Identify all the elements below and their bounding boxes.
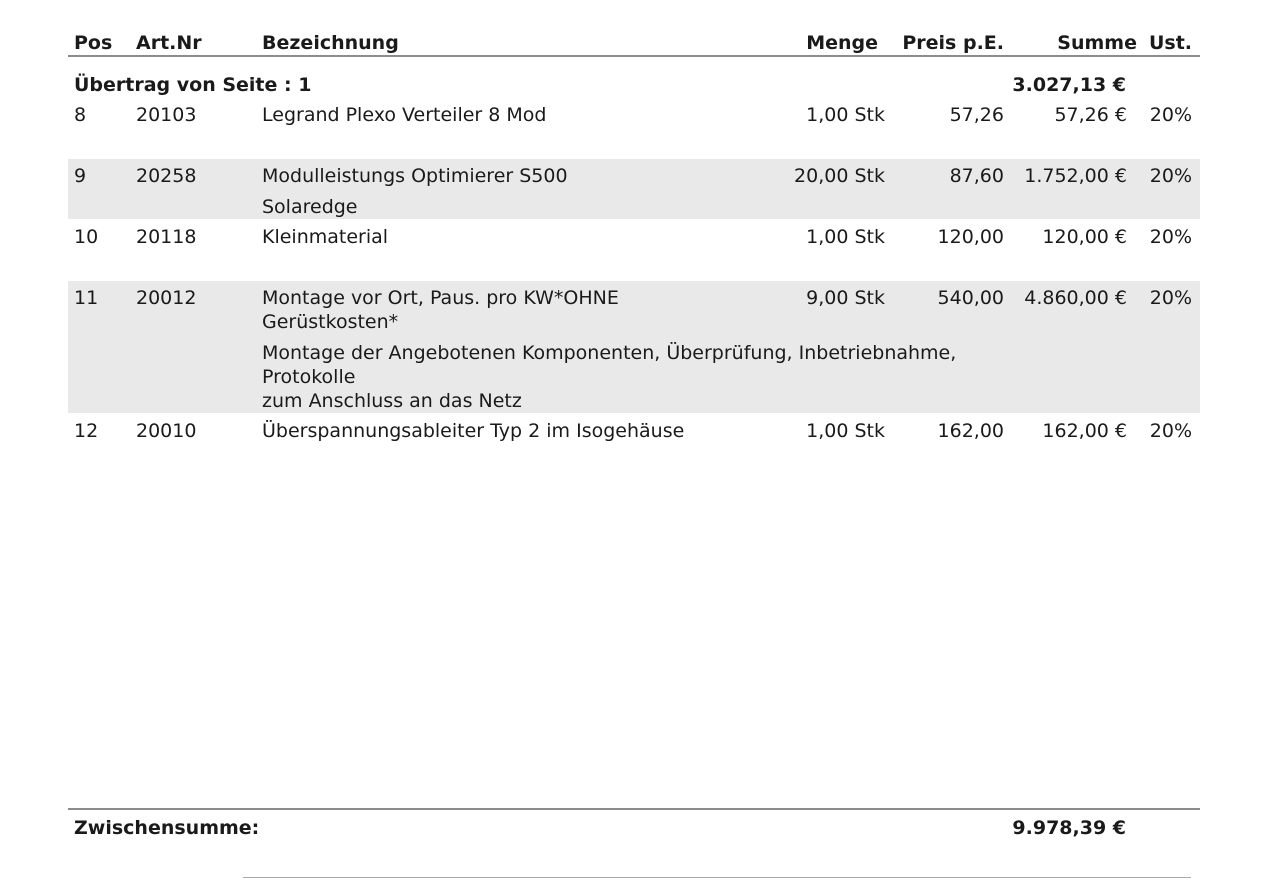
row-pos: 8	[74, 104, 87, 126]
row-pos: 11	[74, 287, 99, 309]
row-artnr: 20103	[136, 104, 197, 126]
row-menge: 1,00 Stk	[806, 104, 885, 126]
subtotal-divider	[68, 808, 1200, 810]
row-preis: 57,26	[949, 104, 1004, 126]
row-summe: 162,00 €	[1042, 420, 1127, 442]
carryover-label: Übertrag von Seite : 1	[74, 74, 312, 96]
row-artnr: 20258	[136, 165, 197, 187]
row-menge: 9,00 Stk	[806, 287, 885, 309]
row-desc: Solaredge	[262, 196, 358, 218]
row-desc: Montage vor Ort, Paus. pro KW*OHNE	[262, 287, 619, 309]
row-menge: 1,00 Stk	[806, 226, 885, 248]
row-desc: Gerüstkosten*	[262, 311, 399, 333]
header-artnr: Art.Nr	[136, 32, 202, 54]
row-summe: 120,00 €	[1042, 226, 1127, 248]
row-desc: Legrand Plexo Verteiler 8 Mod	[262, 104, 547, 126]
subtotal-amount: 9.978,39 €	[1012, 817, 1126, 839]
row-desc: Kleinmaterial	[262, 226, 389, 248]
row-artnr: 20118	[136, 226, 197, 248]
row-ust: 20%	[1149, 226, 1192, 248]
row-desc-note: Montage der Angebotenen Komponenten, Überprüfung, Inbetriebnahme,	[262, 342, 957, 364]
row-ust: 20%	[1149, 420, 1192, 442]
row-menge: 1,00 Stk	[806, 420, 885, 442]
row-summe: 1.752,00 €	[1024, 165, 1127, 187]
row-menge: 20,00 Stk	[794, 165, 885, 187]
header-pos: Pos	[74, 32, 113, 54]
header-summe: Summe	[1057, 32, 1137, 54]
row-artnr: 20012	[136, 287, 197, 309]
row-ust: 20%	[1149, 104, 1192, 126]
carryover-amount: 3.027,13 €	[1012, 74, 1126, 96]
row-pos: 12	[74, 420, 99, 442]
row-desc-note: Protokolle	[262, 366, 356, 388]
row-pos: 9	[74, 165, 87, 187]
row-preis: 87,60	[949, 165, 1004, 187]
row-artnr: 20010	[136, 420, 197, 442]
row-preis: 120,00	[937, 226, 1004, 248]
header-preis: Preis p.E.	[902, 32, 1004, 54]
row-preis: 540,00	[937, 287, 1004, 309]
row-desc-note: zum Anschluss an das Netz	[262, 390, 522, 412]
row-desc: Überspannungsableiter Typ 2 im Isogehäuse	[262, 420, 685, 442]
header-divider	[68, 55, 1200, 57]
header-menge: Menge	[806, 32, 878, 54]
row-desc: Modulleistungs Optimierer S500	[262, 165, 568, 187]
bottom-rule	[243, 877, 1191, 878]
row-preis: 162,00	[937, 420, 1004, 442]
header-bezeichnung: Bezeichnung	[262, 32, 399, 54]
row-summe: 4.860,00 €	[1024, 287, 1127, 309]
subtotal-label: Zwischensumme:	[74, 817, 260, 839]
row-pos: 10	[74, 226, 99, 248]
row-summe: 57,26 €	[1054, 104, 1127, 126]
header-ust: Ust.	[1148, 32, 1192, 54]
row-ust: 20%	[1149, 287, 1192, 309]
row-ust: 20%	[1149, 165, 1192, 187]
